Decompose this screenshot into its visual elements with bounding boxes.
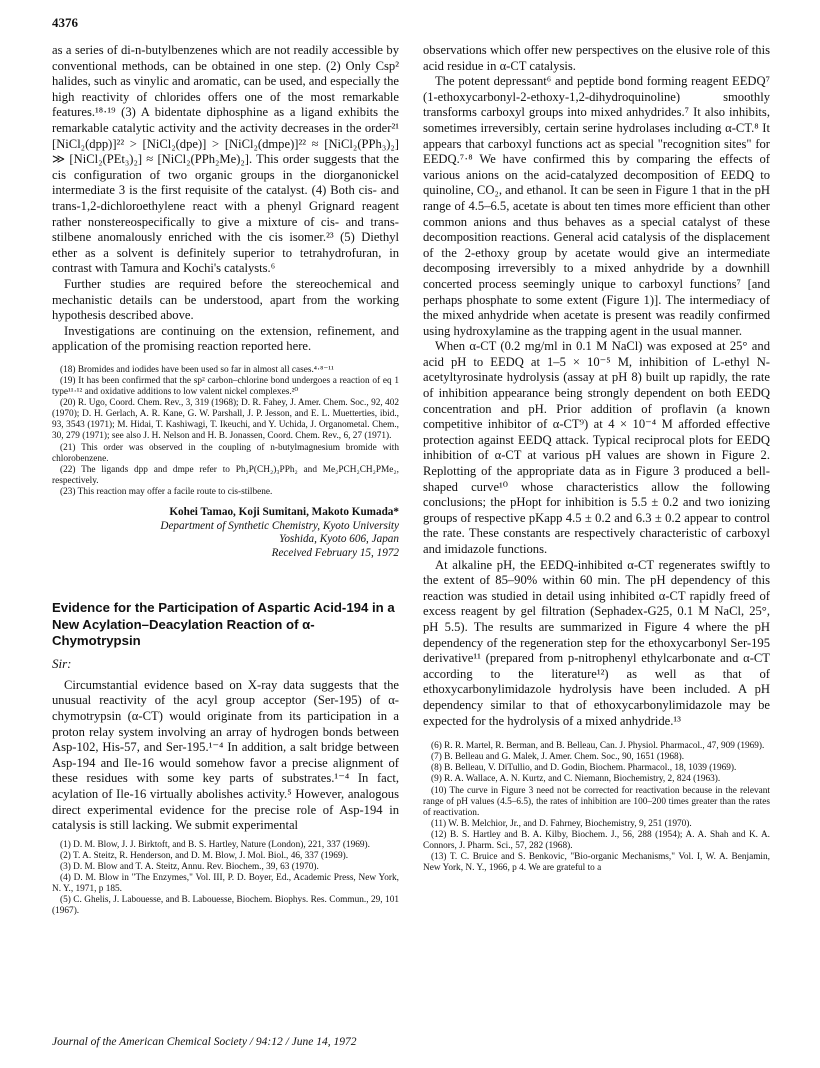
body-paragraph: At alkaline pH, the EEDQ-inhibited α-CT regenerates swiftly to the extent of 85–90% within 60 min. The pH dependency of this reaction was studied in detail using inhibited α-CT rapidly freed of excess reagent by gel filtration (Sephadex-G25, 0.1 M NaCl, 25°, pH 5.5). The results are summarized in Figure 4 where the pH dependency of the regeneration step for the ethoxycarbonyl Ser-195 derivative¹¹ (prepared from p-nitrophenyl ethylcarbonate and α-CT according to the literature¹²) as well as that of ethoxycarbonylimidazole hydrolysis have been included. A pH dependency similar to that of ethoxycarbonylimidazole may be expected for the hydrolysis of a mixed anhydride.¹³: [423, 557, 770, 728]
department: Department of Synthetic Chemistry, Kyoto University: [160, 519, 399, 532]
footnote: (10) The curve in Figure 3 need not be corrected for reactivation because in the relevant range of pH values (4.5–6.5), the rates of inhibition are 100–200 times greater than the rates of reactivation.: [423, 785, 770, 818]
left-column: [52, 43, 399, 917]
article-title: Evidence for the Participation of Aspartic Acid-194 in a New Acylation–Deacylation Reaction of α-Chymotrypsin: [52, 600, 395, 649]
body-paragraph: The potent depressant⁶ and peptide bond forming reagent EEDQ⁷ (1-ethoxycarbonyl-2-ethoxy-1,2-dihydroquinoline) smoothly transforms carboxyl groups into mixed anhydrides.⁷ It also inhibits, sometimes irreversibly, certain serine hydrolases including α-CT.⁸ It appears that carboxyl functions act as special "recognition sites" for EEDQ.⁷·⁸ We have confirmed this by comparing the effects of various anions on the acid-catalyzed decomposition of EEDQ to quinoline, CO₂, and ethanol. It can be seen in Figure 1 that in the pH range of 4.5–6.5, acetate is about ten times more efficient than other common anions and thus behaves as a special catalyst of these decomposition reactions. General acid catalysis of the displacement of the 2-ethoxy group by acetate would give an intermediate decomposing irreversibly to a mixed anhydride by a downhill concerted process seemingly unique to carboxyl functions⁷ [and perhaps phosphate to some extent (Figure 1)]. The intermediacy of the mixed anhydride when acetate is present was readily confirmed using hydroxylamine as the trapping agent in the usual manner.: [423, 74, 770, 338]
footnote: (1) D. M. Blow, J. J. Birktoft, and B. S. Hartley, Nature (London), 221, 337 (1969).: [60, 839, 370, 850]
footnote: (12) B. S. Hartley and B. A. Kilby, Biochem. J., 56, 288 (1954); A. A. Shah and K. A. Connors, J. Pharm. Sci., 57, 282 (1968).: [423, 829, 770, 851]
body-paragraph: Circumstantial evidence based on X-ray data suggests that the unusual reactivity of the acyl group acceptor (Ser-195) of α-chymotrypsin (α-CT) would originate from its participation in a proton relay system involving an array of hydrogen bonds between Asp-102, His-57, and Ser-195.¹⁻⁴ In addition, a salt bridge between Asp-194 and Ile-16 would somehow favor a precise alignment of these residues with some key parts of substrates.¹⁻⁴ In fact, acylation of Ile-16 virtually abolishes activity.⁵ However, analogous direct experimental evidence for the precise role of Asp-194 in catalysis is still lacking. We submit experimental: [52, 677, 399, 833]
author-signature: [52, 506, 399, 560]
footnote: (21) This order was observed in the coupling of n-butylmagnesium bromide with chlorobenzene.: [52, 442, 399, 464]
footnote: (6) R. R. Martel, R. Berman, and B. Belleau, Can. J. Physiol. Pharmacol., 47, 909 (1969).: [431, 741, 765, 752]
salutation: Sir:: [52, 655, 72, 671]
footnote: (13) T. C. Bruice and S. Benkovic, "Bio-organic Mechanisms," Vol. I, W. A. Benjamin, New York, N. Y., 1966, p 4. We are grateful to a: [423, 852, 770, 874]
received-date: Received February 15, 1972: [271, 546, 399, 559]
footnote: (7) B. Belleau and G. Malek, J. Amer. Chem. Soc., 90, 1651 (1968).: [431, 752, 685, 763]
journal-footer: Journal of the American Chemical Society / 94:12 / June 14, 1972: [52, 1036, 357, 1048]
footnote: (4) D. M. Blow in "The Enzymes," Vol. III, P. D. Boyer, Ed., Academic Press, New York, N. Y., 1971, p 185.: [52, 873, 399, 895]
footnote: (8) B. Belleau, V. DiTullio, and D. Godin, Biochem. Pharmacol., 18, 1039 (1969).: [431, 763, 737, 774]
footnote: (3) D. M. Blow and T. A. Steitz, Annu. Rev. Biochem., 39, 63 (1970).: [60, 862, 319, 872]
body-paragraph: When α-CT (0.2 mg/ml in 0.1 M NaCl) was exposed at 25° and acid pH to EEDQ at 1–5 × 10⁻⁵ M, inhibition of L-ethyl N-acetyltyrosinate hydrolysis (assay at pH 8) built up rapidly, the rate of inhibition appearance being strongly dependent on both EEDQ concentration and pH. Prior addition of proflavin (a known competitive inhibitor of α-CT⁹) at 4 × 10⁻⁴ M afforded effective protection against EEDQ attack. Typical reciprocal plots for EEDQ inhibition of α-CT at various pH values are shown in Figure 2. Replotting of the appropriate data as in Figure 3 produced a bell-shaped curve¹⁰ whose characteristics allow the following conclusions; the pHopt for inhibition is 5.5 ± 0.2 and two ionizing groups of respective pKapp 4.5 ± 0.2 and 6.3 ± 0.2 appear to control the rate. These constants are respectively characteristic of carboxyl and imidazole functions.: [423, 339, 770, 556]
footnotes-bottom: [52, 840, 399, 918]
body-paragraph: Further studies are required before the stereochemical and mechanistic details can be understood, apart from the working hypothesis described above.: [52, 276, 399, 323]
body-paragraph: as a series of di-n-butylbenzenes which are not readily accessible by conventional methods, can be obtained in one step. (2) Only Csp² halides, such as vinylic and aromatic, can be used, and especially the high reactivity of chlorides offers one of the most remarkable features.¹⁸·¹⁹ (3) A bidentate diphosphine as a ligand exhibits the remarkable catalytic activity and the activity decreases in the order²¹ [NiCl₂(dpp)]²² > [NiCl₂(dpe)] > [NiCl₂(dmpe)]²² ≈ [NiCl₂(PPh₃)₂] ≫ [NiCl₂(PEt₃)₂] ≈ [NiCl₂(PPh₂Me)₂]. This order suggests that the cis configuration of two organic groups in the diorganonickel intermediate 3 is the first requisite of the catalyst. (4) Both cis- and trans-1,2-dichloroethylene react with a phenyl Grignard reagent rather nonstereospecifically to give a mixture of cis- and trans-stilbene anomalously enriched with the cis isomer.²³ (5) Diethyl ether as a solvent is definitely superior to tetrahydrofuran, in contrast with Tamura and Kochi's catalysts.⁶: [52, 43, 399, 276]
page-number: 4376: [52, 15, 78, 30]
footnote: (11) W. B. Melchior, Jr., and D. Fahrney, Biochemistry, 9, 251 (1970).: [431, 818, 692, 829]
footnotes-top: [52, 365, 399, 498]
footnote: (19) It has been confirmed that the sp² carbon–chlorine bond undergoes a reaction of eq 1 type¹¹·¹² and oxidative additions to low valent nickel complexes.²⁰: [52, 375, 399, 398]
footnotes-right: [423, 741, 770, 874]
body-paragraph: observations which offer new perspectives on the elusive role of this acid residue in α-CT catalysis.: [423, 43, 770, 73]
authors: Kohei Tamao, Koji Sumitani, Makoto Kumada*: [169, 506, 399, 518]
footnote: (20) R. Ugo, Coord. Chem. Rev., 3, 319 (1968); D. R. Fahey, J. Amer. Chem. Soc., 92, 402 (1970); D. H. Gerlach, A. R. Kane, G. W. Parshall, J. P. Jesson, and E. L. Muetterties, ibid., 93, 3543 (1971); M. Hidai, T. Kashiwagi, T. Ikeuchi, and Y. Uchida, J. Organometal. Chem., 30, 279 (1971); see also J. H. Nelson and H. B. Jonassen, Coord. Chem. Rev., 6, 27 (1971).: [52, 398, 399, 442]
body-paragraph: Investigations are continuing on the extension, refinement, and application of the promising reaction reported here.: [52, 323, 399, 354]
footnote: (18) Bromides and iodides have been used so far in almost all cases.⁴·⁸⁻¹¹: [60, 364, 334, 375]
footnote: (2) T. A. Steitz, R. Henderson, and D. M. Blow, J. Mol. Biol., 46, 337 (1969).: [60, 850, 349, 861]
footnote: (5) C. Ghelis, J. Labouesse, and B. Labouesse, Biochem. Biophys. Res. Commun., 29, 101 (1967).: [52, 895, 399, 917]
footnote: (22) The ligands dpp and dmpe refer to Ph₂P(CH₂)₃PPh₂ and Me₂PCH₂CH₂PMe₂, respectively.: [52, 464, 399, 486]
footnote: (9) R. A. Wallace, A. N. Kurtz, and C. Niemann, Biochemistry, 2, 824 (1963).: [431, 774, 721, 785]
right-column: [423, 43, 770, 874]
address: Yoshida, Kyoto 606, Japan: [279, 533, 399, 546]
footnote: (23) This reaction may offer a facile route to cis-stilbene.: [60, 486, 273, 497]
